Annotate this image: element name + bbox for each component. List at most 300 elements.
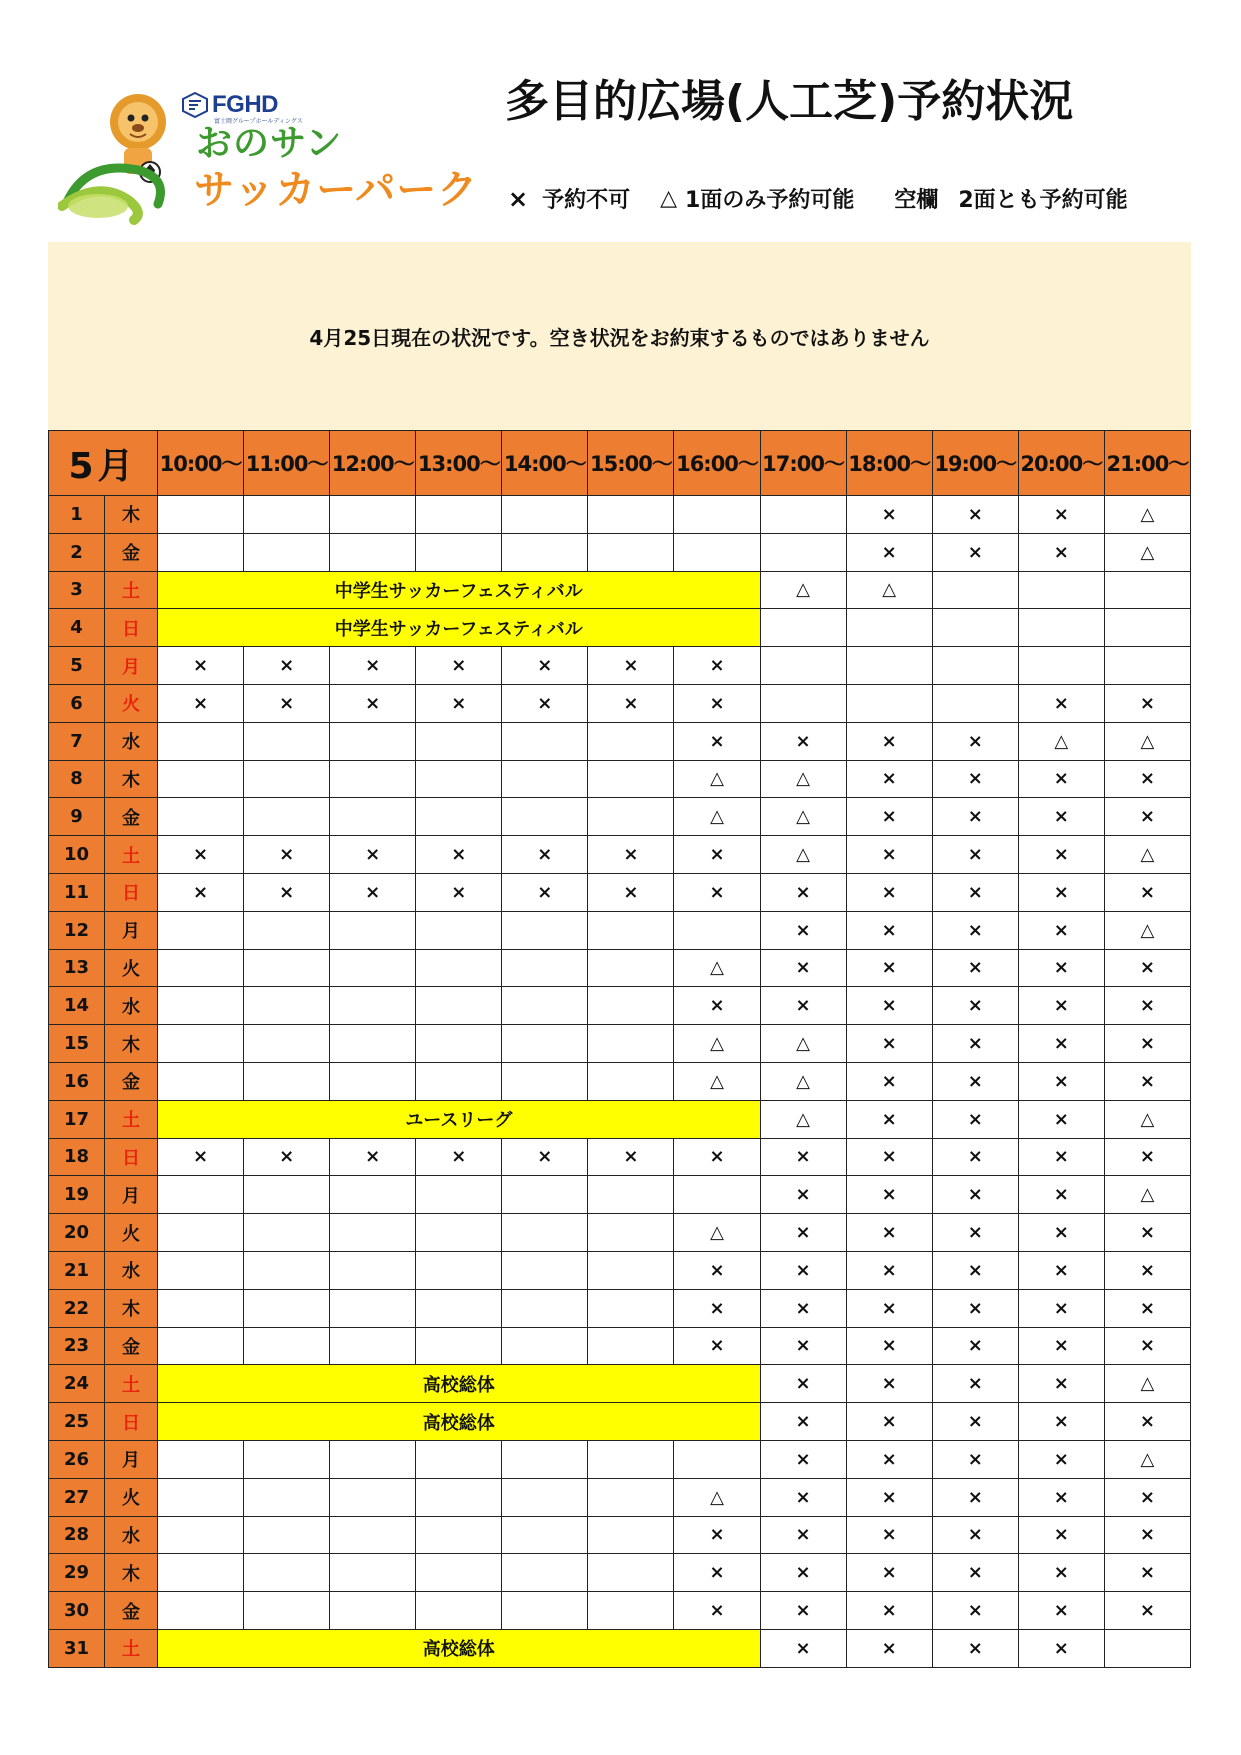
slot-cell: × [674, 1138, 760, 1176]
slot-cell: × [1104, 684, 1190, 722]
slot-cell: × [932, 1251, 1018, 1289]
slot-cell: × [1104, 1327, 1190, 1365]
slot-cell [416, 1062, 502, 1100]
slot-cell: × [1018, 1440, 1104, 1478]
day-number: 14 [49, 987, 105, 1025]
slot-cell: × [760, 1629, 846, 1667]
slot-cell [502, 1440, 588, 1478]
slot-cell: × [932, 836, 1018, 874]
event-cell: 中学生サッカーフェスティバル [158, 571, 761, 609]
slot-cell: × [1018, 1214, 1104, 1252]
slot-cell: × [760, 1403, 846, 1441]
slot-cell [760, 684, 846, 722]
slot-cell: △ [1104, 1176, 1190, 1214]
slot-cell [330, 1440, 416, 1478]
slot-cell: × [1018, 1629, 1104, 1667]
day-number: 12 [49, 911, 105, 949]
slot-cell: △ [1018, 722, 1104, 760]
weekday: 金 [105, 1062, 158, 1100]
slot-cell [502, 760, 588, 798]
slot-cell [502, 1478, 588, 1516]
slot-cell: × [416, 873, 502, 911]
slot-cell [244, 1289, 330, 1327]
table-row [49, 496, 1191, 534]
slot-cell [416, 1176, 502, 1214]
slot-cell: △ [760, 1100, 846, 1138]
slot-cell: △ [1104, 496, 1190, 534]
time-header: 14:00～ [502, 431, 588, 496]
weekday: 水 [105, 722, 158, 760]
slot-cell: × [1018, 911, 1104, 949]
time-header: 12:00～ [330, 431, 416, 496]
table-row [49, 1440, 1191, 1478]
slot-cell: × [674, 1516, 760, 1554]
slot-cell: × [1018, 1251, 1104, 1289]
slot-cell [588, 1554, 674, 1592]
slot-cell: × [932, 1138, 1018, 1176]
slot-cell: × [1018, 1025, 1104, 1063]
slot-cell [416, 1440, 502, 1478]
time-header: 19:00～ [932, 431, 1018, 496]
slot-cell: × [932, 911, 1018, 949]
day-number: 15 [49, 1025, 105, 1063]
slot-cell [330, 722, 416, 760]
slot-cell [330, 798, 416, 836]
legend-triangle-text: 1面のみ予約可能 [685, 188, 855, 213]
slot-cell [502, 1062, 588, 1100]
slot-cell [158, 1176, 244, 1214]
slot-cell [330, 1214, 416, 1252]
slot-cell: × [674, 1327, 760, 1365]
slot-cell [244, 1062, 330, 1100]
slot-cell [416, 1516, 502, 1554]
legend-cross-text: 予約不可 [542, 188, 631, 213]
slot-cell: × [932, 987, 1018, 1025]
weekday: 土 [105, 571, 158, 609]
slot-cell: × [1104, 949, 1190, 987]
legend-blank-symbol: 空欄 [894, 188, 939, 213]
weekday: 木 [105, 496, 158, 534]
slot-cell: × [1018, 949, 1104, 987]
slot-cell: × [158, 836, 244, 874]
slot-cell [588, 1478, 674, 1516]
table-row [49, 1629, 1191, 1667]
time-header: 18:00～ [846, 431, 932, 496]
slot-cell [330, 1251, 416, 1289]
slot-cell: × [244, 684, 330, 722]
slot-cell: △ [674, 1478, 760, 1516]
table-row [49, 798, 1191, 836]
slot-cell: × [846, 1440, 932, 1478]
slot-cell [330, 760, 416, 798]
day-number: 11 [49, 873, 105, 911]
slot-cell: × [846, 1403, 932, 1441]
time-header: 20:00～ [1018, 431, 1104, 496]
slot-cell: × [158, 873, 244, 911]
table-row [49, 1251, 1191, 1289]
slot-cell: × [760, 1289, 846, 1327]
day-number: 21 [49, 1251, 105, 1289]
slot-cell [674, 1176, 760, 1214]
weekday: 木 [105, 1025, 158, 1063]
slot-cell [416, 987, 502, 1025]
slot-cell [416, 722, 502, 760]
day-number: 10 [49, 836, 105, 874]
slot-cell: △ [1104, 911, 1190, 949]
slot-cell: × [846, 1062, 932, 1100]
slot-cell: × [932, 1025, 1018, 1063]
slot-cell: × [1018, 760, 1104, 798]
day-number: 30 [49, 1592, 105, 1630]
day-number: 13 [49, 949, 105, 987]
day-number: 16 [49, 1062, 105, 1100]
slot-cell [158, 798, 244, 836]
fghd-emblem-icon [182, 92, 208, 118]
weekday: 月 [105, 911, 158, 949]
table-row [49, 1138, 1191, 1176]
slot-cell [760, 609, 846, 647]
time-header: 21:00～ [1104, 431, 1190, 496]
slot-cell: × [932, 722, 1018, 760]
slot-cell [416, 1554, 502, 1592]
slot-cell [330, 987, 416, 1025]
slot-cell [588, 496, 674, 534]
day-number: 31 [49, 1629, 105, 1667]
slot-cell [416, 760, 502, 798]
legend-blank-text: 2面とも予約可能 [958, 188, 1128, 213]
slot-cell [932, 647, 1018, 685]
slot-cell: × [760, 987, 846, 1025]
slot-cell: × [1018, 533, 1104, 571]
slot-cell: × [846, 496, 932, 534]
slot-cell: × [760, 1176, 846, 1214]
weekday: 金 [105, 1592, 158, 1630]
slot-cell: × [760, 873, 846, 911]
day-number: 5 [49, 647, 105, 685]
slot-cell [158, 760, 244, 798]
page-title: 多目的広場(人工芝)予約状況 [505, 76, 1074, 127]
weekday: 木 [105, 1554, 158, 1592]
slot-cell: × [760, 911, 846, 949]
event-cell: 高校総体 [158, 1365, 761, 1403]
slot-cell: × [760, 1440, 846, 1478]
slot-cell [244, 533, 330, 571]
slot-cell: △ [674, 760, 760, 798]
slot-cell [330, 949, 416, 987]
brand-name-line1: おのサン [196, 123, 343, 164]
day-number: 17 [49, 1100, 105, 1138]
slot-cell: × [932, 533, 1018, 571]
weekday: 土 [105, 1365, 158, 1403]
slot-cell [846, 609, 932, 647]
slot-cell: × [932, 798, 1018, 836]
day-number: 8 [49, 760, 105, 798]
slot-cell [244, 722, 330, 760]
reservation-table [48, 430, 1191, 1668]
table-row [49, 1478, 1191, 1516]
slot-cell [244, 1554, 330, 1592]
slot-cell: × [932, 1629, 1018, 1667]
day-number: 1 [49, 496, 105, 534]
slot-cell: × [760, 949, 846, 987]
slot-cell: △ [674, 798, 760, 836]
slot-cell: × [1018, 1289, 1104, 1327]
day-number: 18 [49, 1138, 105, 1176]
slot-cell [416, 798, 502, 836]
slot-cell [588, 1025, 674, 1063]
slot-cell: △ [760, 760, 846, 798]
slot-cell [158, 1327, 244, 1365]
slot-cell [330, 1516, 416, 1554]
slot-cell [502, 722, 588, 760]
weekday: 火 [105, 1214, 158, 1252]
slot-cell: × [846, 533, 932, 571]
slot-cell: × [674, 722, 760, 760]
slot-cell [158, 987, 244, 1025]
table-row [49, 1176, 1191, 1214]
slot-cell: × [1018, 1138, 1104, 1176]
slot-cell: × [1018, 873, 1104, 911]
slot-cell [158, 722, 244, 760]
day-number: 29 [49, 1554, 105, 1592]
slot-cell [502, 1251, 588, 1289]
slot-cell: × [674, 873, 760, 911]
event-cell: 中学生サッカーフェスティバル [158, 609, 761, 647]
slot-cell: × [1104, 1403, 1190, 1441]
slot-cell: × [760, 1138, 846, 1176]
slot-cell: △ [674, 1025, 760, 1063]
slot-cell: × [932, 873, 1018, 911]
slot-cell: △ [1104, 836, 1190, 874]
weekday: 土 [105, 1100, 158, 1138]
weekday: 木 [105, 760, 158, 798]
slot-cell [416, 533, 502, 571]
table-row [49, 533, 1191, 571]
slot-cell: × [846, 1327, 932, 1365]
slot-cell [244, 760, 330, 798]
weekday: 水 [105, 1516, 158, 1554]
slot-cell: × [846, 760, 932, 798]
slot-cell: × [1018, 1062, 1104, 1100]
slot-cell: △ [1104, 533, 1190, 571]
slot-cell [932, 571, 1018, 609]
slot-cell [330, 533, 416, 571]
weekday: 水 [105, 987, 158, 1025]
slot-cell [588, 1062, 674, 1100]
slot-cell: × [330, 1138, 416, 1176]
weekday: 土 [105, 836, 158, 874]
slot-cell: × [1018, 1365, 1104, 1403]
notice-banner [48, 242, 1191, 430]
slot-cell: × [846, 1100, 932, 1138]
slot-cell: × [760, 1365, 846, 1403]
slot-cell [502, 911, 588, 949]
slot-cell: × [1104, 798, 1190, 836]
day-number: 27 [49, 1478, 105, 1516]
time-header: 17:00～ [760, 431, 846, 496]
slot-cell: × [674, 684, 760, 722]
slot-cell [588, 1440, 674, 1478]
table-row [49, 1516, 1191, 1554]
slot-cell: △ [760, 571, 846, 609]
event-cell: 高校総体 [158, 1629, 761, 1667]
slot-cell [330, 1592, 416, 1630]
notice-text: 4月25日現在の状況です。空き状況をお約束するものではありません [309, 326, 930, 350]
slot-cell [330, 1554, 416, 1592]
slot-cell [158, 1251, 244, 1289]
slot-cell: × [1018, 1327, 1104, 1365]
slot-cell: × [416, 836, 502, 874]
slot-cell [158, 1478, 244, 1516]
day-number: 19 [49, 1176, 105, 1214]
slot-cell: × [1104, 1478, 1190, 1516]
slot-cell: × [416, 684, 502, 722]
weekday: 月 [105, 1440, 158, 1478]
slot-cell [588, 1251, 674, 1289]
slot-cell [158, 1214, 244, 1252]
slot-cell: △ [1104, 722, 1190, 760]
slot-cell: × [760, 1516, 846, 1554]
slot-cell [588, 949, 674, 987]
slot-cell: × [244, 836, 330, 874]
slot-cell: × [158, 684, 244, 722]
table-row [49, 911, 1191, 949]
slot-cell: × [674, 647, 760, 685]
slot-cell: × [932, 1516, 1018, 1554]
table-row [49, 722, 1191, 760]
slot-cell [932, 684, 1018, 722]
slot-cell: × [158, 1138, 244, 1176]
slot-cell: × [846, 1365, 932, 1403]
slot-cell: × [674, 1554, 760, 1592]
table-row [49, 1025, 1191, 1063]
slot-cell: × [932, 496, 1018, 534]
weekday: 日 [105, 1403, 158, 1441]
slot-cell [760, 496, 846, 534]
slot-cell [588, 722, 674, 760]
weekday: 金 [105, 1327, 158, 1365]
slot-cell [158, 1062, 244, 1100]
slot-cell [502, 1214, 588, 1252]
slot-cell: × [1018, 836, 1104, 874]
slot-cell [416, 1025, 502, 1063]
slot-cell [158, 1554, 244, 1592]
weekday: 金 [105, 798, 158, 836]
slot-cell: × [760, 1554, 846, 1592]
slot-cell: × [1018, 1478, 1104, 1516]
table-row [49, 949, 1191, 987]
slot-cell [588, 760, 674, 798]
slot-cell [674, 496, 760, 534]
slot-cell: × [1104, 1516, 1190, 1554]
slot-cell: × [1018, 1403, 1104, 1441]
slot-cell [588, 1289, 674, 1327]
slot-cell [846, 647, 932, 685]
slot-cell [502, 1554, 588, 1592]
month-header: 5月 [49, 431, 158, 496]
slot-cell: × [674, 1251, 760, 1289]
slot-cell [502, 1516, 588, 1554]
slot-cell [416, 1478, 502, 1516]
slot-cell: △ [846, 571, 932, 609]
slot-cell: △ [760, 798, 846, 836]
slot-cell: × [846, 1516, 932, 1554]
slot-cell: × [588, 836, 674, 874]
slot-cell: × [932, 1176, 1018, 1214]
slot-cell: × [846, 1138, 932, 1176]
slot-cell [330, 1478, 416, 1516]
weekday: 月 [105, 647, 158, 685]
slot-cell [502, 496, 588, 534]
slot-cell: × [244, 1138, 330, 1176]
slot-cell [674, 1440, 760, 1478]
slot-cell: × [588, 873, 674, 911]
table-row [49, 647, 1191, 685]
slot-cell: × [846, 1214, 932, 1252]
table-row [49, 1365, 1191, 1403]
slot-cell: × [1018, 1176, 1104, 1214]
event-cell: ユースリーグ [158, 1100, 761, 1138]
slot-cell [932, 609, 1018, 647]
slot-cell [588, 1516, 674, 1554]
slot-cell [502, 533, 588, 571]
table-row [49, 571, 1191, 609]
slot-cell: × [588, 1138, 674, 1176]
slot-cell: × [1104, 1592, 1190, 1630]
slot-cell [588, 987, 674, 1025]
slot-cell [502, 1327, 588, 1365]
slot-cell [416, 911, 502, 949]
slot-cell [502, 1592, 588, 1630]
table-row [49, 684, 1191, 722]
slot-cell: × [244, 873, 330, 911]
slot-cell: × [846, 1592, 932, 1630]
day-number: 9 [49, 798, 105, 836]
slot-cell: × [330, 873, 416, 911]
weekday: 水 [105, 1251, 158, 1289]
slot-cell: × [1104, 1025, 1190, 1063]
slot-cell: × [932, 1592, 1018, 1630]
slot-cell: △ [1104, 1100, 1190, 1138]
slot-cell [1104, 647, 1190, 685]
slot-cell [244, 1251, 330, 1289]
slot-cell: × [1104, 987, 1190, 1025]
slot-cell [244, 911, 330, 949]
slot-cell [330, 1289, 416, 1327]
slot-cell: × [1104, 1062, 1190, 1100]
slot-cell: × [846, 949, 932, 987]
day-number: 25 [49, 1403, 105, 1441]
slot-cell: × [502, 836, 588, 874]
slot-cell [416, 496, 502, 534]
slot-cell [674, 533, 760, 571]
slot-cell [244, 1025, 330, 1063]
weekday: 土 [105, 1629, 158, 1667]
slot-cell: × [760, 1327, 846, 1365]
slot-cell [158, 949, 244, 987]
slot-cell [588, 1214, 674, 1252]
weekday: 火 [105, 1478, 158, 1516]
company-subtitle: 富士岡グループホールディングス [214, 118, 303, 125]
slot-cell: × [846, 836, 932, 874]
slot-cell: × [846, 1289, 932, 1327]
table-row [49, 1289, 1191, 1327]
slot-cell [244, 1478, 330, 1516]
slot-cell [502, 1289, 588, 1327]
table-row [49, 1554, 1191, 1592]
slot-cell: × [502, 647, 588, 685]
table-row [49, 1100, 1191, 1138]
